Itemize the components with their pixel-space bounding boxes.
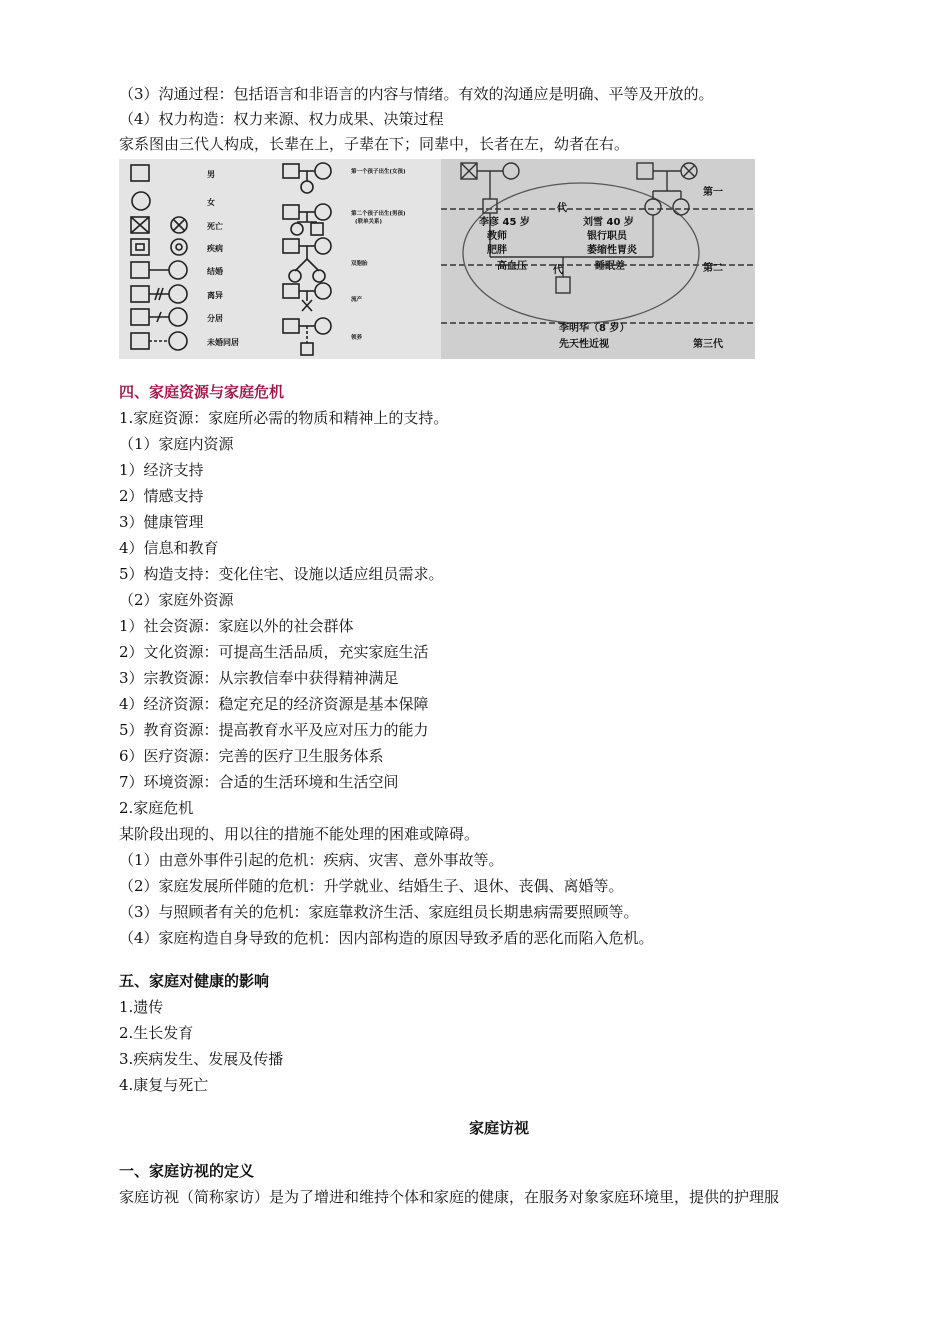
gen2-label: 第二: [703, 263, 723, 274]
paragraph: 家庭访视（简称家访）是为了增进和维持个体和家庭的健康，在服务对象家庭环境里，提供的护理服: [119, 1188, 780, 1206]
paragraph: 1.遗传: [119, 998, 164, 1016]
document-page: [119, 82, 879, 1210]
female-symbol: [132, 192, 150, 210]
paragraph: （4）家庭构造自身导致的危机：因内部构造的原因导致矛盾的恶化而陷入危机。: [119, 929, 654, 947]
child-name: 李明华（8 岁）: [559, 323, 630, 334]
disease-female-symbol: [171, 239, 187, 255]
father-cond1: 肥胖: [487, 245, 507, 256]
paragraph: 4）信息和教育: [119, 539, 219, 557]
paragraph: 2.生长发育: [119, 1024, 194, 1042]
paragraph: 2.家庭危机: [119, 799, 194, 817]
father-cond2: 高血压: [497, 261, 527, 272]
legend-male-label: 男: [207, 170, 215, 179]
chapter-title: 家庭访视: [468, 1119, 529, 1137]
paragraph: 1）社会资源：家庭以外的社会群体: [119, 617, 354, 635]
legend-separation-label: 分居: [207, 314, 223, 323]
paragraph: 3）宗教资源：从宗教信奉中获得精神满足: [119, 669, 399, 687]
genogram-example-svg: [441, 159, 755, 359]
legend-female-label: 女: [207, 198, 215, 207]
paragraph: （2）家庭外资源: [119, 591, 234, 609]
genogram-legend-panel: [119, 159, 441, 359]
note-single-relation: (联单关系): [355, 219, 383, 225]
paragraph: （2）家庭发展所伴随的危机：升学就业、结婚生子、退休、丧偶、离婚等。: [119, 877, 624, 895]
genogram-figure: [119, 159, 755, 359]
divorce-symbol: [131, 286, 149, 302]
gen1-dai-label: 代: [557, 203, 567, 214]
paragraph: 6）医疗资源：完善的医疗卫生服务体系: [119, 747, 384, 765]
male-symbol: [131, 165, 149, 181]
mother-cond2: 睡眠差: [595, 261, 625, 272]
cohabitation-symbol: [131, 333, 149, 349]
legend-cohabit-label: 未婚同居: [207, 338, 239, 347]
gen2-dai-label: 代: [553, 265, 563, 276]
legend-disease-label: 疾病: [207, 244, 223, 253]
mother-job: 银行职员: [587, 231, 627, 242]
marriage-symbol: [131, 262, 149, 278]
paragraph: 5）构造支持：变化住宅、设施以适应组员需求。: [119, 565, 444, 583]
note-adoption: 领养: [351, 335, 363, 341]
paragraph: 7）环境资源：合适的生活环境和生活空间: [119, 773, 399, 791]
mother-cond1: 萎缩性胃炎: [587, 245, 637, 256]
paragraph: 1）经济支持: [119, 461, 204, 479]
paragraph: 3.疾病发生、发展及传播: [119, 1050, 284, 1068]
mother-name: 刘雪 40 岁: [583, 217, 634, 228]
child-cond: 先天性近视: [559, 339, 609, 350]
section-heading: 一、家庭访视的定义: [119, 1162, 255, 1180]
legend-divorce-label: 离异: [207, 291, 223, 300]
paragraph: 3）健康管理: [119, 513, 204, 531]
paragraph: 4）经济资源：稳定充足的经济资源是基本保障: [119, 695, 429, 713]
genogram-example-panel: [441, 159, 755, 359]
father-name: 李彦 45 岁: [479, 217, 530, 228]
note-miscarriage: 流产: [351, 297, 363, 303]
section-heading: 四、家庭资源与家庭危机: [119, 383, 285, 401]
note-second-child: 第二个孩子出生(男孩): [351, 211, 406, 217]
father-job: 教师: [487, 231, 507, 242]
paragraph: 2）情感支持: [119, 487, 204, 505]
adoption-diagram: [283, 318, 331, 355]
gen1-label: 第一: [703, 187, 723, 198]
paragraph: 4.康复与死亡: [119, 1076, 209, 1094]
first-child-diagram: [283, 163, 331, 193]
paragraph: 1.家庭资源：家庭所必需的物质和精神上的支持。: [119, 409, 449, 427]
legend-marriage-label: 结婚: [207, 267, 223, 276]
genogram-legend-svg: [119, 159, 441, 359]
miscarriage-diagram: [283, 283, 331, 311]
paragraph: 家系图由三代人构成，长辈在上，子辈在下；同辈中，长者在左，幼者在右。: [119, 135, 630, 153]
note-first-child: 第一个孩子出生(女孩): [351, 169, 406, 175]
second-child-diagram: [283, 204, 331, 235]
paragraph: （1）家庭内资源: [119, 435, 234, 453]
twins-diagram: [283, 238, 331, 282]
gen3-label: 第三代: [693, 339, 723, 350]
paragraph: （4）权力构造：权力来源、权力成果、决策过程: [119, 110, 444, 128]
separation-symbol: [131, 309, 149, 325]
paragraph: 2）文化资源：可提高生活品质，充实家庭生活: [119, 643, 429, 661]
paragraph: （1）由意外事件引起的危机：疾病、灾害、意外事故等。: [119, 851, 504, 869]
note-twins: 双胞胎: [351, 261, 368, 267]
section4-body: [119, 405, 879, 951]
paragraph: 某阶段出现的、用以往的措施不能处理的困难或障碍。: [119, 825, 480, 843]
disease-male-symbol: [131, 239, 149, 255]
section-heading: 五、家庭对健康的影响: [119, 972, 270, 990]
paragraph: （3）沟通过程：包括语言和非语言的内容与情绪。有效的沟通应是明确、平等及开放的。: [119, 85, 714, 103]
paragraph: （3）与照顾者有关的危机：家庭靠救济生活、家庭组员长期患病需要照顾等。: [119, 903, 639, 921]
paragraph: 5）教育资源：提高教育水平及应对压力的能力: [119, 721, 429, 739]
legend-dead-label: 死亡: [207, 222, 223, 231]
